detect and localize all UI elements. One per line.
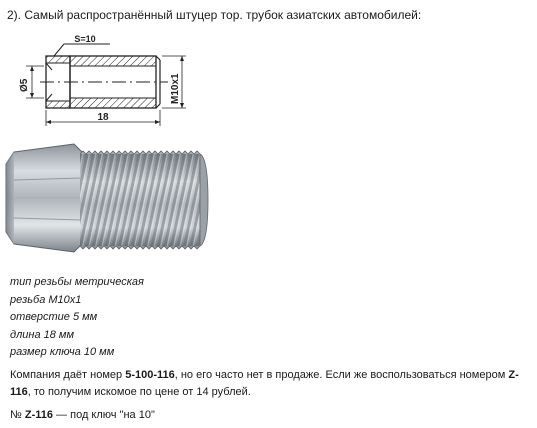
fitting-technical-drawing	[0, 26, 210, 130]
footer-line	[10, 408, 155, 423]
thread-size-label: M10x1	[170, 73, 181, 104]
description-paragraph	[10, 367, 530, 401]
fitting-photo	[4, 140, 209, 256]
wall-top-hatch	[46, 56, 156, 66]
part-number: 5-100-116	[125, 369, 175, 381]
footer-code: Z-116	[24, 409, 53, 421]
spec-thread-size: резьба М10х1	[10, 293, 82, 306]
wall-bottom-hatch	[46, 98, 156, 108]
specs-list	[10, 274, 144, 362]
length-label: 18	[97, 112, 109, 123]
spec-wrench-size: размер ключа 10 мм	[10, 346, 115, 359]
spec-hole: отверстие 5 мм	[10, 311, 98, 324]
spec-thread-type: тип резьбы метрическая	[10, 276, 144, 288]
page-heading: 2). Самый распространённый штуцер тор. трубок азиатских автомобилей:	[7, 8, 422, 22]
hole-diameter-label: Ø5	[19, 78, 30, 92]
wrench-size-label: S=10	[74, 34, 96, 44]
hex-head	[6, 144, 82, 252]
footer-prefix: №	[10, 409, 25, 421]
alt-part-number: Z-116	[10, 369, 519, 398]
para-text-3: , то получим искомое по цене от 14 рублей.	[27, 386, 251, 398]
para-text-2: , но его часто нет в продаже. Если же воспользоваться номером	[174, 369, 509, 381]
spec-length: длина 18 мм	[10, 328, 75, 341]
footer-suffix: — под ключ "на 10"	[53, 409, 155, 421]
para-text-1: Компания даёт номер	[10, 369, 126, 381]
